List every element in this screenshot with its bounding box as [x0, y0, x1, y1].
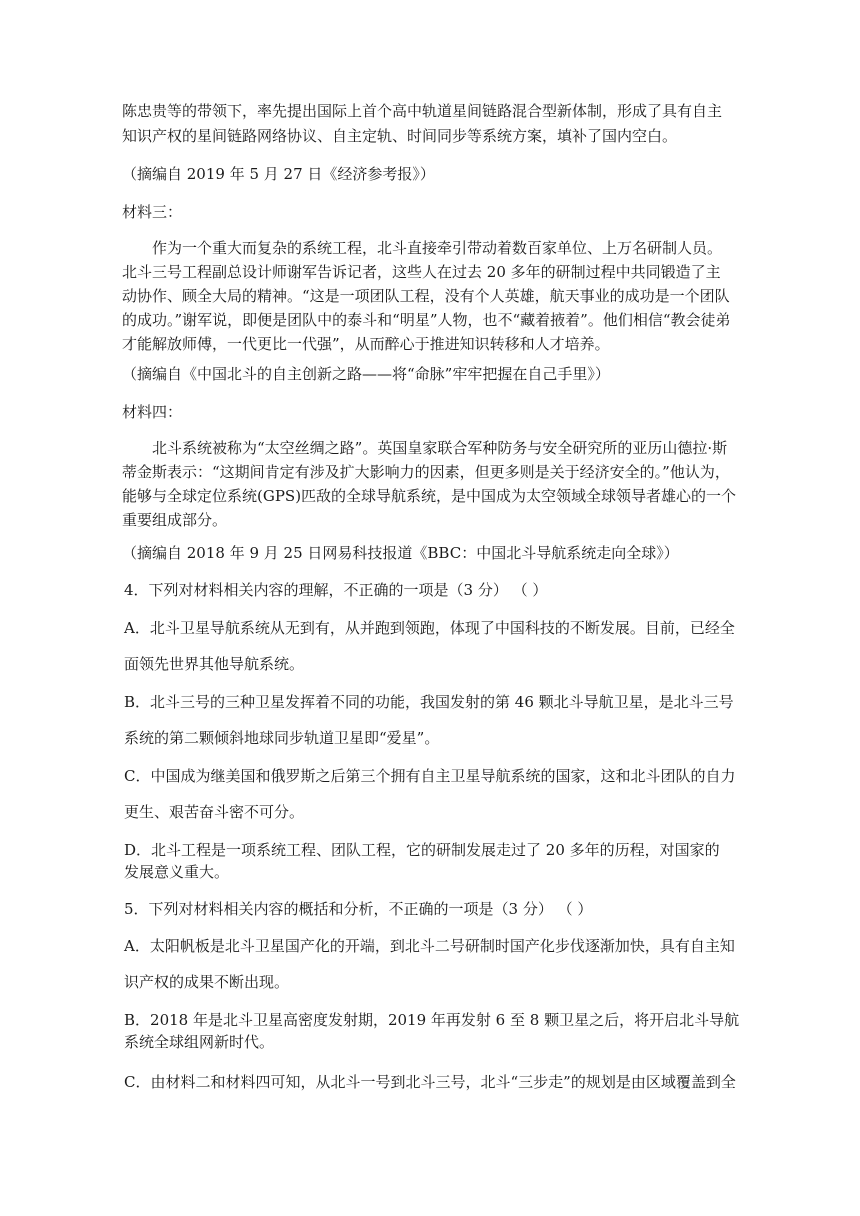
material3-line: 作为一个重大而复杂的系统工程，北斗直接牵引带动着数百家单位、上万名研制人员。: [152, 239, 723, 257]
material3-line: 才能解放师傅，一代更比一代强”，从而醉心于推进知识转移和人才培养。: [122, 335, 610, 353]
material2-line: 知识产权的星间链路网络协议、自主定轨、时间同步等系统方案，填补了国内空白。: [122, 127, 678, 145]
source-citation: （摘编自 2019 年 5 月 27 日《经济参考报》）: [122, 165, 435, 183]
question-5-stem: 5．下列对材料相关内容的概括和分析，不正确的一项是（3 分） （ ）: [124, 900, 593, 918]
q4-option-b: B．北斗三号的三种卫星发挥着不同的功能，我国发射的第 46 颗北斗导航卫星，是北斗三号: [124, 693, 734, 711]
q4-option-d: D．北斗工程是一项系统工程、团队工程，它的研制发展走过了 20 多年的历程，对国家的: [124, 841, 720, 859]
q5-option-a: 识产权的成果不断出现。: [124, 973, 290, 991]
material3-heading: 材料三：: [122, 203, 183, 221]
material3-line: 北斗三号工程副总设计师谢军告诉记者，这些人在过去 20 多年的研制过程中共同锻造了主: [122, 263, 721, 281]
material4-line: 能够与全球定位系统(GPS)匹敌的全球导航系统，是中国成为太空领域全球领导者雄心的一个: [122, 487, 737, 505]
material3-line: 动协作、顾全大局的精神。“这是一项团队工程，没有个人英雄，航天事业的成功是一个团队: [122, 287, 730, 305]
material3-line: 的成功。”谢军说，即便是团队中的泰斗和“明星”人物，也不“藏着掖着”。他们相信“教会徒弟: [122, 311, 731, 329]
q4-option-c: 更生、艰苦奋斗密不可分。: [124, 803, 305, 821]
q4-option-a: 面领先世界其他导航系统。: [124, 655, 305, 673]
source-citation: （摘编自《中国北斗的自主创新之路——将“命脉”牢牢把握在自己手里》）: [122, 365, 610, 383]
material4-heading: 材料四：: [122, 403, 183, 421]
material4-line: 北斗系统被称为“太空丝绸之路”。英国皇家联合军种防务与安全研究所的亚历山德拉·斯: [152, 439, 728, 457]
question-4-stem: 4．下列对材料相关内容的理解，不正确的一项是（3 分） （ ）: [124, 581, 548, 599]
source-citation: （摘编自 2018 年 9 月 25 日网易科技报道《BBC：中国北斗导航系统走向全球》）: [122, 544, 679, 562]
material4-line: 重要组成部分。: [122, 511, 228, 529]
q4-option-a: A．北斗卫星导航系统从无到有，从并跑到领跑，体现了中国科技的不断发展。目前，已经全: [124, 619, 735, 637]
q4-option-d: 发展意义重大。: [124, 863, 230, 881]
q5-option-c: C．由材料二和材料四可知，从北斗一号到北斗三号，北斗“三步走”的规划是由区域覆盖到全: [124, 1073, 736, 1091]
q5-option-a: A．太阳帆板是北斗卫星国产化的开端，到北斗二号研制时国产化步伐逐渐加快，具有自主知: [124, 937, 735, 955]
q4-option-c: C．中国成为继美国和俄罗斯之后第三个拥有自主卫星导航系统的国家，这和北斗团队的自力: [124, 767, 736, 785]
q5-option-b: 系统全球组网新时代。: [124, 1033, 275, 1051]
material4-line: 蒂金斯表示：“这期间肯定有涉及扩大影响力的因素，但更多则是关于经济安全的。”他认为，: [122, 463, 730, 481]
q5-option-b: B．2018 年是北斗卫星高密度发射期，2019 年再发射 6 至 8 颗卫星之后，将开启北斗导航: [124, 1011, 740, 1029]
material2-line: 陈忠贵等的带领下，率先提出国际上首个高中轨道星间链路混合型新体制，形成了具有自主: [122, 102, 723, 120]
q4-option-b: 系统的第二颗倾斜地球同步轨道卫星即“爱星”。: [124, 729, 440, 747]
